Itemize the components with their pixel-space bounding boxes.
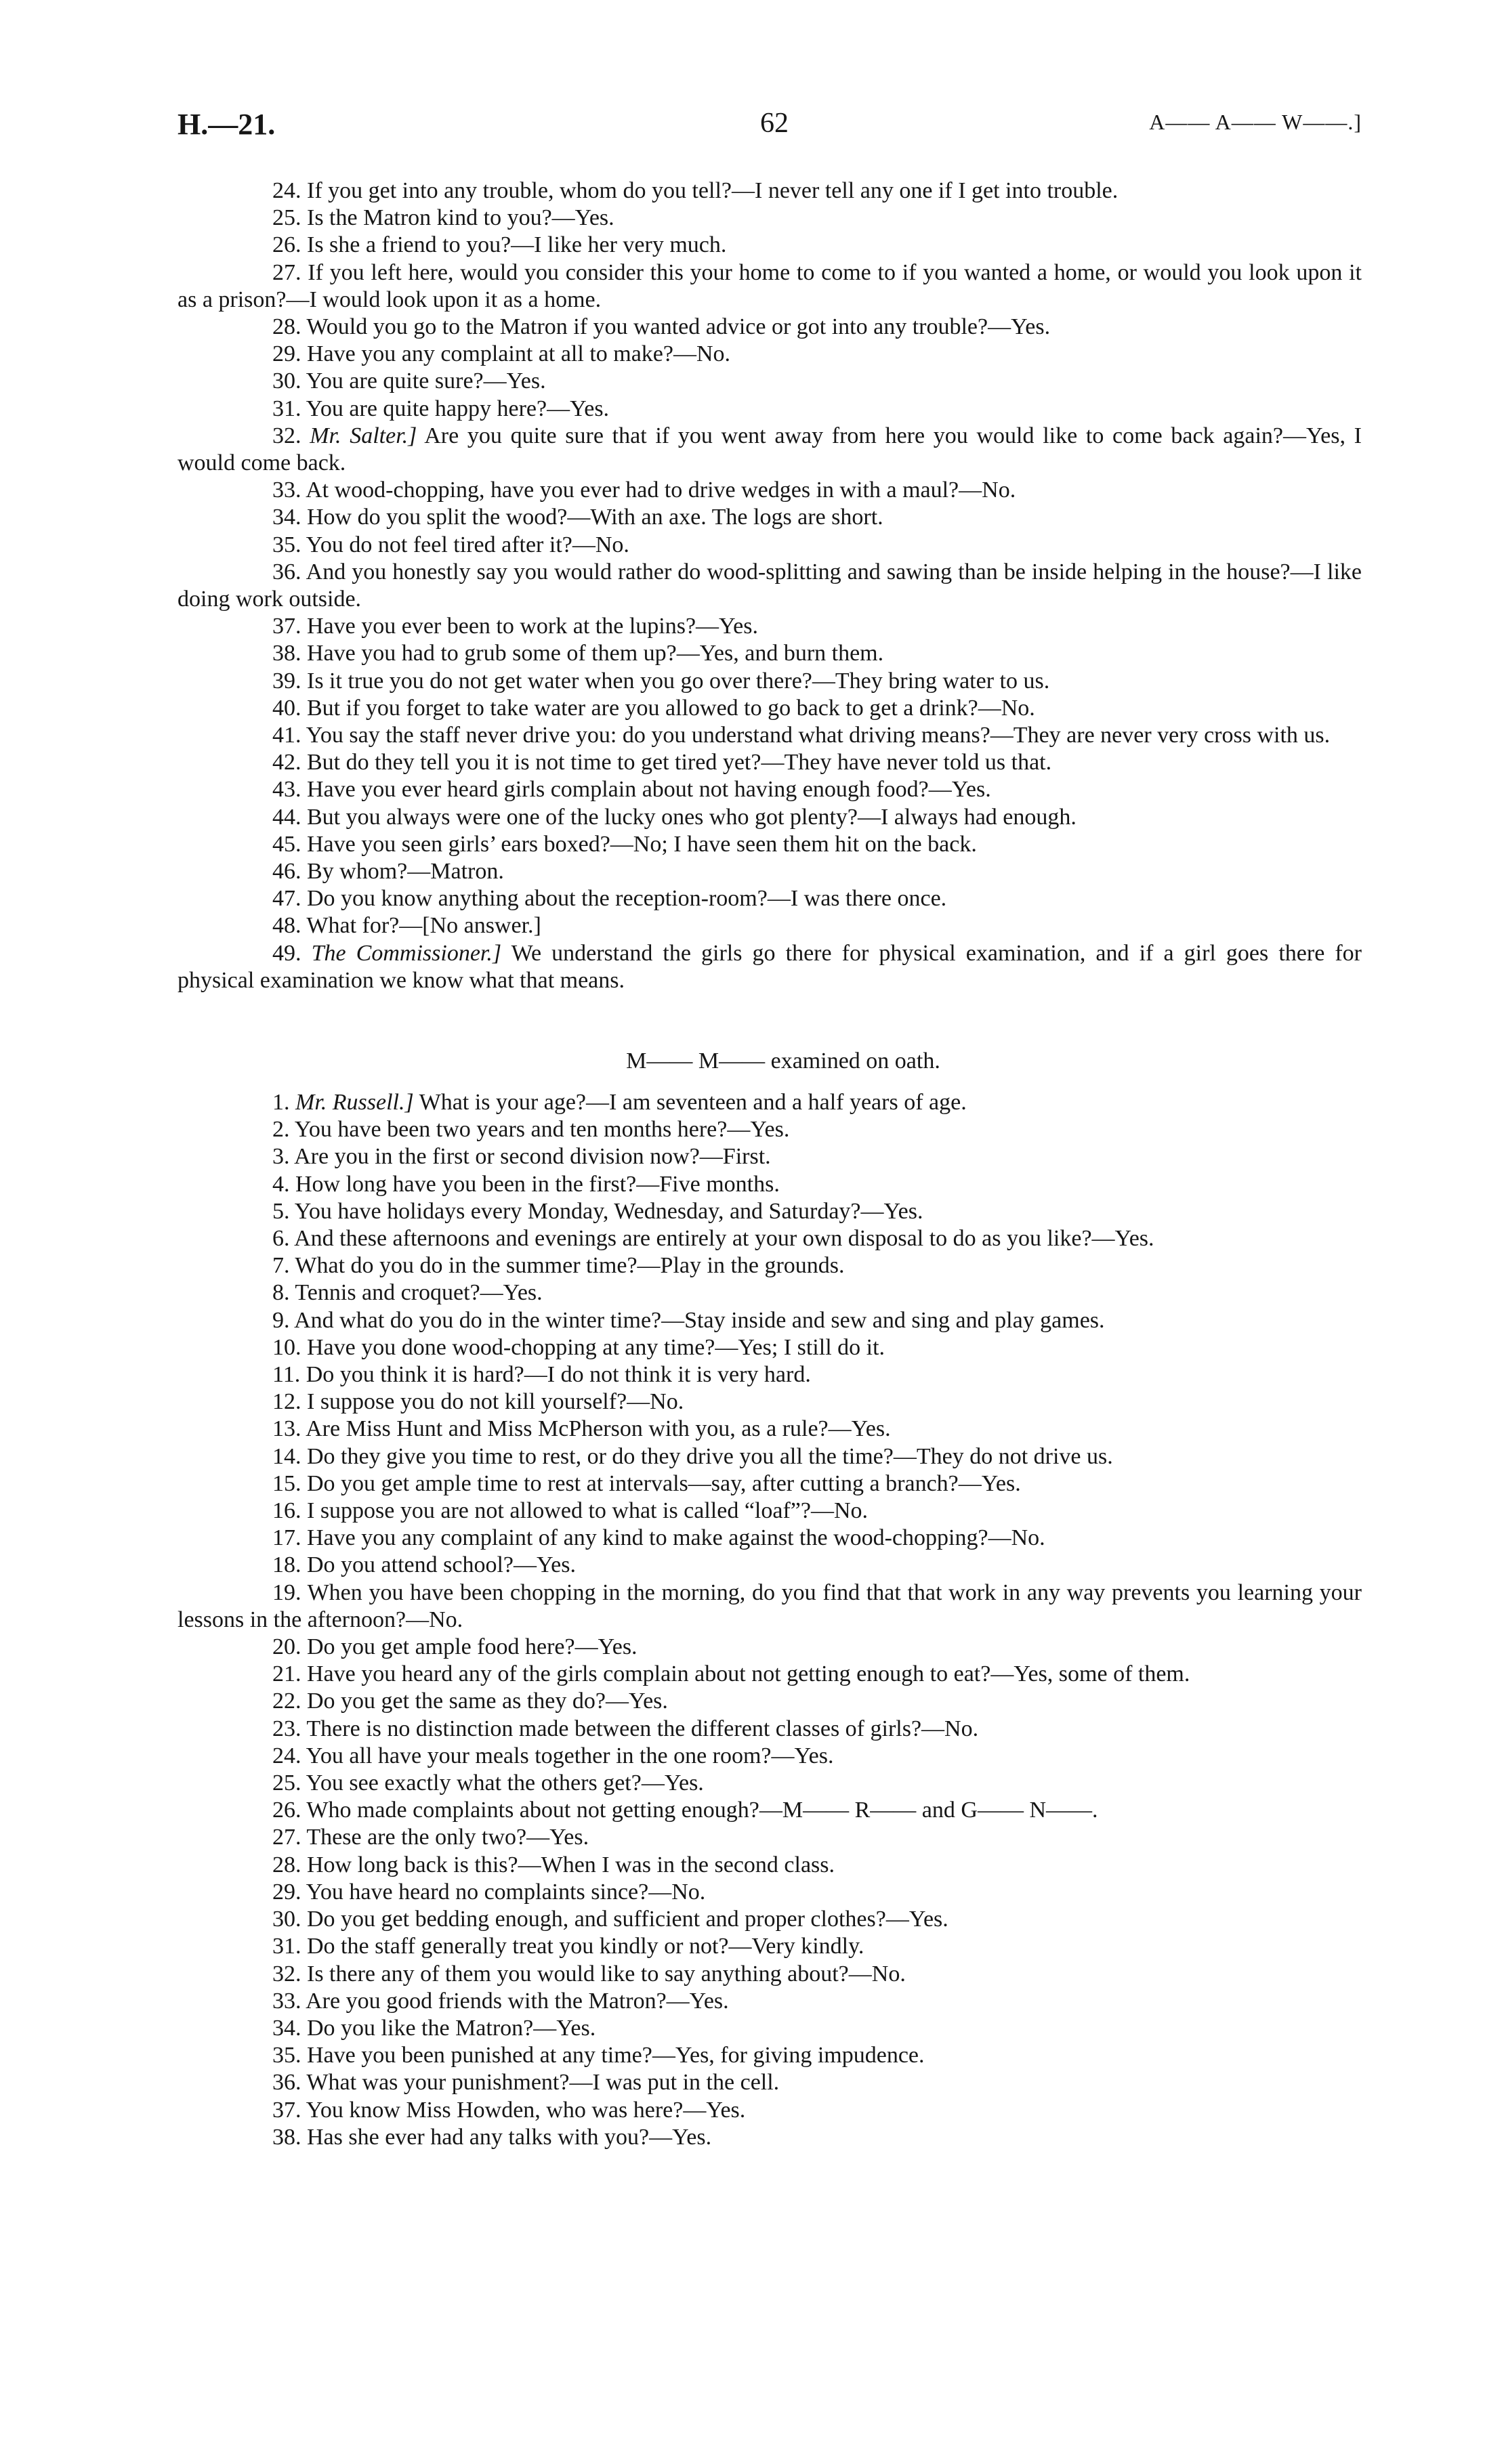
question-text: Do you know anything about the reception-room?—I was there once. <box>307 886 947 912</box>
question-text: You are quite sure?—Yes. <box>306 368 546 394</box>
question-number: 44. <box>272 804 301 830</box>
question-number: 32. <box>272 423 301 448</box>
question-line <box>177 532 1362 559</box>
question-text: Do you attend school?—Yes. <box>307 1552 576 1578</box>
question-number: 48. <box>272 913 301 939</box>
question-text: Tennis and croquet?—Yes. <box>295 1280 543 1306</box>
question-number: 29. <box>272 341 301 367</box>
question-number: 42. <box>272 750 301 776</box>
question-line <box>177 341 1362 368</box>
question-number: 37. <box>272 2097 301 2123</box>
question-line <box>177 205 1362 232</box>
question-line <box>177 1388 1362 1416</box>
question-text: I suppose you are not allowed to what is called “loaf”?—No. <box>307 1498 869 1524</box>
question-line <box>177 177 1362 205</box>
question-text: How do you split the wood?—With an axe. The logs are short. <box>307 505 883 530</box>
question-text: You have holidays every Monday, Wednesday, and Saturday?—Yes. <box>294 1198 923 1224</box>
question-number: 28. <box>272 314 301 340</box>
question-text: You know Miss Howden, who was here?—Yes. <box>306 2097 746 2123</box>
question-text: Would you go to the Matron if you wanted advice or got into any trouble?—Yes. <box>306 314 1051 340</box>
question-line <box>177 776 1362 803</box>
speaker-label: The Commissioner.] <box>311 940 502 966</box>
question-number: 38. <box>272 2124 301 2150</box>
question-number: 2. <box>272 1117 290 1143</box>
question-line <box>177 1252 1362 1279</box>
question-number: 36. <box>272 559 301 585</box>
question-text: What for?—[No answer.] <box>306 913 541 939</box>
question-text: Do they give you time to rest, or do they drive you all the time?—They do not drive us. <box>307 1443 1113 1469</box>
question-text: Do you think it is hard?—I do not think it is very hard. <box>306 1362 811 1388</box>
question-line <box>177 613 1362 640</box>
question-text: You are quite happy here?—Yes. <box>306 396 610 421</box>
question-line <box>177 1852 1362 1879</box>
question-number: 24. <box>272 178 301 203</box>
question-number: 36. <box>272 2070 301 2096</box>
question-line <box>177 2069 1362 2096</box>
question-number: 14. <box>272 1443 301 1469</box>
question-line <box>177 1933 1362 1960</box>
question-line <box>177 640 1362 667</box>
question-text: Have you any complaint of any kind to make against the wood-chopping?—No. <box>307 1525 1045 1551</box>
question-text: Has she ever had any talks with you?—Yes. <box>307 2124 712 2150</box>
question-text: Have you ever been to work at the lupins?—Yes. <box>307 614 759 639</box>
question-line <box>177 1497 1362 1525</box>
question-number: 11. <box>272 1362 301 1388</box>
question-text: Are you good friends with the Matron?—Yes. <box>306 1988 729 2014</box>
question-number: 16. <box>272 1498 301 1524</box>
question-line <box>177 396 1362 423</box>
question-text: What is your age?—I am seventeen and a half years of age. <box>419 1090 967 1115</box>
question-number: 13. <box>272 1416 301 1442</box>
question-text: You all have your meals together in the one room?—Yes. <box>306 1743 834 1768</box>
question-line <box>177 1661 1362 1688</box>
question-text: Do you get bedding enough, and sufficient and proper clothes?—Yes. <box>307 1907 948 1932</box>
question-text: Have you been punished at any time?—Yes, for giving impudence. <box>307 2043 925 2068</box>
testimony-section-1 <box>177 177 1362 994</box>
question-text: If you get into any trouble, whom do you tell?—I never tell any one if I get into trouble. <box>307 178 1119 203</box>
question-number: 12. <box>272 1389 301 1415</box>
question-line <box>177 1361 1362 1388</box>
question-number: 26. <box>272 1798 301 1823</box>
question-line <box>177 477 1362 504</box>
question-line <box>177 1879 1362 1906</box>
question-number: 37. <box>272 614 301 639</box>
question-number: 46. <box>272 859 301 885</box>
question-number: 20. <box>272 1634 301 1660</box>
question-number: 31. <box>272 1934 301 1959</box>
question-line <box>177 1279 1362 1307</box>
question-text: Are you in the first or second division now?—First. <box>294 1144 771 1170</box>
question-line <box>177 1906 1362 1933</box>
question-number: 8. <box>272 1280 290 1306</box>
question-text: There is no distinction made between the different classes of girls?—No. <box>306 1716 979 1741</box>
question-number: 25. <box>272 205 301 231</box>
question-number: 47. <box>272 886 301 912</box>
question-text: But if you forget to take water are you allowed to go back to get a drink?—No. <box>307 695 1035 721</box>
question-number: 34. <box>272 505 301 530</box>
question-text: Who made complaints about not getting enough?—M—— R—— and G—— N——. <box>306 1798 1098 1823</box>
question-line <box>177 1579 1362 1634</box>
question-line <box>177 232 1362 259</box>
question-number: 49. <box>272 940 301 966</box>
question-line <box>177 804 1362 831</box>
question-text: And what do you do in the winter time?—Stay inside and sew and sing and play games. <box>294 1307 1105 1333</box>
question-number: 28. <box>272 1852 301 1877</box>
witness-initials: A—— A—— W——.] <box>1149 110 1362 134</box>
question-line <box>177 1116 1362 1143</box>
question-text: When you have been chopping in the morning, do you find that that work in any way prevents you learning your lessons in the afternoon?—No. <box>177 1579 1362 1632</box>
question-text: Have you had to grub some of them up?—Yes, and burn them. <box>307 641 884 666</box>
question-text: These are the only two?—Yes. <box>306 1825 589 1850</box>
question-number: 35. <box>272 2043 301 2068</box>
question-text: But do they tell you it is not time to get tired yet?—They have never told us that. <box>307 750 1052 776</box>
question-number: 22. <box>272 1688 301 1714</box>
question-line <box>177 2097 1362 2124</box>
question-line <box>177 1416 1362 1443</box>
question-text: If you left here, would you consider this your home to come to if you wanted a home, or would you look upon it as a prison?—I would look upon it as a home. <box>177 259 1362 312</box>
question-number: 40. <box>272 695 301 721</box>
question-line <box>177 695 1362 722</box>
testimony-section-2 <box>177 1089 1362 2151</box>
question-text: Are Miss Hunt and Miss McPherson with you, as a rule?—Yes. <box>306 1416 891 1442</box>
witness-heading: M—— M—— examined on oath. <box>626 1048 940 1074</box>
page-number: 62 <box>760 108 789 139</box>
question-line <box>177 2015 1362 2042</box>
question-line <box>177 1770 1362 1797</box>
question-line <box>177 1525 1362 1552</box>
question-number: 1. <box>272 1090 290 1115</box>
question-number: 30. <box>272 368 301 394</box>
question-line <box>177 749 1362 776</box>
question-line <box>177 423 1362 477</box>
question-line <box>177 1334 1362 1361</box>
question-text: What was your punishment?—I was put in the cell. <box>306 2070 780 2096</box>
question-line <box>177 885 1362 912</box>
question-line <box>177 504 1362 531</box>
question-number: 4. <box>272 1171 290 1197</box>
question-number: 34. <box>272 2015 301 2041</box>
question-line <box>177 668 1362 695</box>
question-text: You have been two years and ten months here?—Yes. <box>294 1117 790 1143</box>
question-number: 18. <box>272 1552 301 1578</box>
question-text: Have you done wood-chopping at any time?—Yes; I still do it. <box>307 1334 885 1360</box>
question-line <box>177 912 1362 939</box>
question-number: 43. <box>272 777 301 803</box>
question-text: Do the staff generally treat you kindly or not?—Very kindly. <box>307 1934 864 1959</box>
question-text: You say the staff never drive you: do you understand what driving means?—They are never very cross with us. <box>306 723 1331 748</box>
question-text: Have you heard any of the girls complain about not getting enough to eat?—Yes, some of them. <box>307 1661 1190 1687</box>
question-text: Do you get the same as they do?—Yes. <box>307 1688 668 1714</box>
question-text: And you honestly say you would rather do wood-splitting and sawing than be inside helping in the house?—I like doing work outside. <box>177 559 1362 612</box>
question-number: 21. <box>272 1661 301 1687</box>
page-header <box>177 107 1362 148</box>
question-number: 38. <box>272 641 301 666</box>
question-text: And these afternoons and evenings are entirely at your own disposal to do as you like?—Yes. <box>294 1226 1154 1252</box>
question-line <box>177 1552 1362 1579</box>
question-number: 15. <box>272 1470 301 1496</box>
question-number: 29. <box>272 1879 301 1905</box>
question-text: Is there any of them you would like to say anything about?—No. <box>307 1961 906 1987</box>
question-text: Have you seen girls’ ears boxed?—No; I have seen them hit on the back. <box>307 831 977 857</box>
question-number: 17. <box>272 1525 301 1551</box>
question-number: 30. <box>272 1907 301 1932</box>
question-text: Is she a friend to you?—I like her very much. <box>307 232 727 258</box>
question-number: 5. <box>272 1198 290 1224</box>
question-number: 25. <box>272 1770 301 1796</box>
question-line <box>177 259 1362 314</box>
question-text: What do you do in the summer time?—Play in the grounds. <box>295 1253 845 1279</box>
question-text: Do you get ample time to rest at intervals—say, after cutting a branch?—Yes. <box>307 1470 1021 1496</box>
question-text: Do you like the Matron?—Yes. <box>307 2015 596 2041</box>
question-number: 39. <box>272 668 301 694</box>
question-text: Are you quite sure that if you went away from here you would like to come back again?—Yes, I would come back. <box>177 423 1362 476</box>
question-text: You see exactly what the others get?—Yes. <box>306 1770 704 1796</box>
question-number: 10. <box>272 1334 301 1360</box>
question-line <box>177 1716 1362 1743</box>
question-text: I suppose you do not kill yourself?—No. <box>307 1389 684 1415</box>
question-line <box>177 1443 1362 1470</box>
question-line <box>177 1307 1362 1334</box>
question-number: 19. <box>272 1579 301 1605</box>
question-line <box>177 1225 1362 1252</box>
question-line <box>177 1634 1362 1661</box>
question-line <box>177 722 1362 749</box>
question-number: 33. <box>272 1988 301 2014</box>
question-line <box>177 858 1362 885</box>
question-number: 24. <box>272 1743 301 1768</box>
question-line <box>177 831 1362 858</box>
question-line <box>177 1143 1362 1170</box>
question-text: But you always were one of the lucky ones who got plenty?—I always had enough. <box>307 804 1077 830</box>
question-text: We understand the girls go there for physical examination, and if a girl goes there for physical examination we know what that means. <box>177 940 1362 993</box>
question-number: 3. <box>272 1144 290 1170</box>
question-number: 9. <box>272 1307 290 1333</box>
question-number: 26. <box>272 232 301 258</box>
question-number: 23. <box>272 1716 301 1741</box>
question-text: You have heard no complaints since?—No. <box>306 1879 706 1905</box>
question-number: 33. <box>272 477 301 503</box>
question-number: 27. <box>272 1825 301 1850</box>
question-line <box>177 1824 1362 1851</box>
question-line <box>177 1797 1362 1824</box>
question-number: 45. <box>272 831 301 857</box>
question-text: Have you any complaint at all to make?—No. <box>307 341 731 367</box>
speaker-label: Mr. Russell.] <box>295 1090 414 1115</box>
question-number: 7. <box>272 1253 290 1279</box>
question-number: 32. <box>272 1961 301 1987</box>
question-line <box>177 2042 1362 2069</box>
question-line <box>177 368 1362 395</box>
question-number: 41. <box>272 723 301 748</box>
question-line <box>177 2124 1362 2151</box>
question-number: 31. <box>272 396 301 421</box>
question-text: By whom?—Matron. <box>307 859 504 885</box>
question-text: Do you get ample food here?—Yes. <box>307 1634 638 1660</box>
question-number: 27. <box>272 259 301 285</box>
question-line <box>177 314 1362 341</box>
question-number: 35. <box>272 532 301 557</box>
question-text: How long back is this?—When I was in the second class. <box>307 1852 835 1877</box>
question-line <box>177 1089 1362 1116</box>
question-text: Have you ever heard girls complain about not having enough food?—Yes. <box>307 777 991 803</box>
report-reference: H.—21. <box>177 108 276 141</box>
question-text: Is the Matron kind to you?—Yes. <box>307 205 614 231</box>
question-text: You do not feel tired after it?—No. <box>306 532 629 557</box>
question-text: Is it true you do not get water when you go over there?—They bring water to us. <box>307 668 1050 694</box>
question-line <box>177 1961 1362 1988</box>
speaker-label: Mr. Salter.] <box>310 423 417 448</box>
question-line <box>177 1171 1362 1198</box>
question-line <box>177 559 1362 613</box>
question-number: 6. <box>272 1226 290 1252</box>
question-line <box>177 1688 1362 1715</box>
question-line <box>177 1198 1362 1225</box>
question-line <box>177 940 1362 994</box>
question-line <box>177 1470 1362 1497</box>
question-text: How long have you been in the first?—Five months. <box>295 1171 780 1197</box>
question-line <box>177 1988 1362 2015</box>
question-text: At wood-chopping, have you ever had to drive wedges in with a maul?—No. <box>306 477 1016 503</box>
question-line <box>177 1743 1362 1770</box>
